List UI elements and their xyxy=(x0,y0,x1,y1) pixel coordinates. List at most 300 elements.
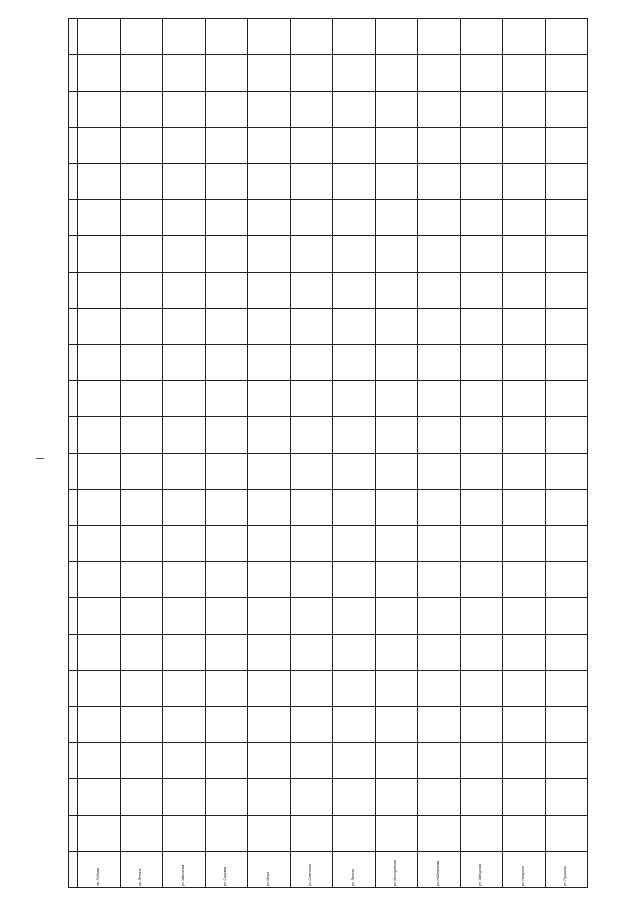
table-cell xyxy=(333,308,376,344)
table-cell xyxy=(460,743,503,779)
column-header xyxy=(69,91,78,127)
table-cell xyxy=(290,743,333,779)
table-cell xyxy=(460,19,503,55)
table-row xyxy=(78,19,121,888)
table-row xyxy=(120,19,163,888)
table-cell xyxy=(545,381,588,417)
table-cell xyxy=(120,272,163,308)
table-row xyxy=(375,19,418,888)
table-cell xyxy=(163,779,206,815)
table-cell xyxy=(290,815,333,851)
table-cell xyxy=(120,453,163,489)
table-row xyxy=(290,19,333,888)
column-header xyxy=(69,851,78,887)
table-cell xyxy=(375,670,418,706)
table-cell xyxy=(418,55,461,91)
table-cell xyxy=(418,272,461,308)
table-cell xyxy=(248,308,291,344)
table-cell xyxy=(460,634,503,670)
table-cell xyxy=(375,598,418,634)
table-cell xyxy=(503,634,546,670)
table-cell xyxy=(418,562,461,598)
table-cell xyxy=(375,127,418,163)
table-cell xyxy=(545,91,588,127)
table-cell xyxy=(163,815,206,851)
table-cell xyxy=(418,598,461,634)
column-header xyxy=(69,19,78,55)
row-label-cell: ул. Набережная xyxy=(418,851,461,887)
table-cell xyxy=(333,598,376,634)
table-cell xyxy=(205,670,248,706)
table-cell xyxy=(78,562,121,598)
table-cell xyxy=(545,453,588,489)
table-cell xyxy=(460,453,503,489)
table-cell xyxy=(248,706,291,742)
table-cell xyxy=(333,670,376,706)
table-cell xyxy=(418,344,461,380)
table-cell xyxy=(333,706,376,742)
table-cell xyxy=(333,489,376,525)
column-header xyxy=(69,163,78,199)
table-cell xyxy=(375,381,418,417)
table-cell xyxy=(545,19,588,55)
table-cell xyxy=(78,706,121,742)
table-cell xyxy=(290,779,333,815)
table-cell xyxy=(333,381,376,417)
table-cell xyxy=(205,344,248,380)
column-header xyxy=(69,706,78,742)
table-cell xyxy=(163,562,206,598)
column-header xyxy=(69,779,78,815)
table-cell xyxy=(545,525,588,561)
table-cell xyxy=(248,743,291,779)
table-cell xyxy=(248,525,291,561)
row-label-cell: ул. Молодёжная xyxy=(375,851,418,887)
table-cell xyxy=(545,163,588,199)
table-cell xyxy=(333,779,376,815)
table-cell xyxy=(78,163,121,199)
table-cell xyxy=(460,163,503,199)
table-cell xyxy=(460,489,503,525)
table-cell xyxy=(78,272,121,308)
table-cell xyxy=(460,91,503,127)
table-cell xyxy=(503,163,546,199)
table-cell xyxy=(163,127,206,163)
table-cell xyxy=(163,525,206,561)
table-cell xyxy=(503,453,546,489)
row-label-cell: пр. Ленина xyxy=(120,851,163,887)
table-cell xyxy=(503,236,546,272)
register-table xyxy=(68,18,588,888)
table-cell xyxy=(120,417,163,453)
table-cell xyxy=(460,55,503,91)
table-cell xyxy=(503,598,546,634)
table-cell xyxy=(460,272,503,308)
table-cell xyxy=(248,562,291,598)
table-cell xyxy=(375,19,418,55)
table-cell xyxy=(205,55,248,91)
table-cell xyxy=(248,634,291,670)
table-cell xyxy=(290,272,333,308)
table-row xyxy=(163,19,206,888)
table-cell xyxy=(78,670,121,706)
table-cell xyxy=(163,598,206,634)
table-cell xyxy=(290,453,333,489)
table-cell xyxy=(163,163,206,199)
table-cell xyxy=(460,706,503,742)
table-cell xyxy=(418,163,461,199)
table-cell xyxy=(205,308,248,344)
table-cell xyxy=(163,272,206,308)
column-header xyxy=(69,381,78,417)
table-cell xyxy=(78,815,121,851)
table-cell xyxy=(418,236,461,272)
table-cell xyxy=(205,562,248,598)
table-cell xyxy=(418,779,461,815)
table-cell xyxy=(120,634,163,670)
table-cell xyxy=(460,598,503,634)
table-cell xyxy=(120,163,163,199)
column-header xyxy=(69,489,78,525)
table-cell xyxy=(460,525,503,561)
table-cell xyxy=(248,55,291,91)
table-cell xyxy=(375,236,418,272)
table-cell xyxy=(375,308,418,344)
table-cell xyxy=(418,200,461,236)
table-cell xyxy=(205,815,248,851)
table-cell xyxy=(78,417,121,453)
table-cell xyxy=(333,55,376,91)
table-cell xyxy=(418,489,461,525)
table-cell xyxy=(290,598,333,634)
table-cell xyxy=(333,525,376,561)
table-cell xyxy=(120,55,163,91)
row-label-cell: ул. Садовая xyxy=(205,851,248,887)
table-cell xyxy=(163,706,206,742)
table-cell xyxy=(290,489,333,525)
table-cell xyxy=(205,272,248,308)
table-cell xyxy=(163,19,206,55)
table-cell xyxy=(418,634,461,670)
table-cell xyxy=(418,19,461,55)
table-cell xyxy=(163,55,206,91)
table-cell xyxy=(460,381,503,417)
table-cell xyxy=(503,489,546,525)
table-cell xyxy=(545,308,588,344)
row-label-cell: ул. Гагарина xyxy=(503,851,546,887)
table-cell xyxy=(78,381,121,417)
table-cell xyxy=(503,272,546,308)
column-header xyxy=(69,55,78,91)
table-cell xyxy=(205,598,248,634)
row-label-cell: ул. Лесная xyxy=(333,851,376,887)
table-cell xyxy=(78,236,121,272)
table-cell xyxy=(375,200,418,236)
table-row xyxy=(418,19,461,888)
table-cell xyxy=(503,815,546,851)
table-cell xyxy=(503,779,546,815)
table-cell xyxy=(460,815,503,851)
table-cell xyxy=(248,381,291,417)
rotated-table-area xyxy=(68,18,588,888)
table-cell xyxy=(248,598,291,634)
header-row xyxy=(69,19,78,888)
column-header xyxy=(69,815,78,851)
table-cell xyxy=(120,706,163,742)
table-cell xyxy=(545,272,588,308)
table-cell xyxy=(205,489,248,525)
table-cell xyxy=(120,743,163,779)
table-cell xyxy=(375,815,418,851)
table-cell xyxy=(248,163,291,199)
table-cell xyxy=(248,815,291,851)
table-cell xyxy=(290,381,333,417)
table-cell xyxy=(545,598,588,634)
column-header xyxy=(69,562,78,598)
table-cell xyxy=(460,779,503,815)
table-cell xyxy=(163,743,206,779)
table-cell xyxy=(503,706,546,742)
column-header xyxy=(69,634,78,670)
table-cell xyxy=(205,706,248,742)
table-cell xyxy=(375,55,418,91)
table-cell xyxy=(205,779,248,815)
table-cell xyxy=(545,417,588,453)
table-cell xyxy=(418,417,461,453)
table-cell xyxy=(163,200,206,236)
table-cell xyxy=(205,743,248,779)
table-cell xyxy=(545,55,588,91)
table-cell xyxy=(375,489,418,525)
column-header xyxy=(69,200,78,236)
table-cell xyxy=(248,91,291,127)
table-row xyxy=(205,19,248,888)
table-cell xyxy=(120,127,163,163)
table-cell xyxy=(545,815,588,851)
table-cell xyxy=(333,634,376,670)
table-cell xyxy=(163,453,206,489)
table-cell xyxy=(205,417,248,453)
column-header xyxy=(69,417,78,453)
table-cell xyxy=(205,634,248,670)
row-label-cell: ул. Мира xyxy=(248,851,291,887)
column-header xyxy=(69,272,78,308)
table-cell xyxy=(120,200,163,236)
margin-tick xyxy=(36,458,44,459)
table-cell xyxy=(78,598,121,634)
table-cell xyxy=(205,127,248,163)
table-cell xyxy=(460,236,503,272)
table-cell xyxy=(418,381,461,417)
table-cell xyxy=(290,525,333,561)
table-cell xyxy=(78,127,121,163)
table-cell xyxy=(78,779,121,815)
table-cell xyxy=(375,706,418,742)
table-cell xyxy=(163,417,206,453)
table-cell xyxy=(503,525,546,561)
table-cell xyxy=(78,308,121,344)
table-cell xyxy=(78,743,121,779)
table-cell xyxy=(290,91,333,127)
column-header xyxy=(69,236,78,272)
table-cell xyxy=(205,453,248,489)
table-cell xyxy=(460,344,503,380)
table-cell xyxy=(120,815,163,851)
table-cell xyxy=(375,453,418,489)
table-cell xyxy=(248,489,291,525)
table-cell xyxy=(248,200,291,236)
table-cell xyxy=(163,308,206,344)
table-cell xyxy=(545,489,588,525)
table-cell xyxy=(248,127,291,163)
table-cell xyxy=(503,670,546,706)
table-cell xyxy=(503,91,546,127)
table-cell xyxy=(503,127,546,163)
table-cell xyxy=(503,308,546,344)
rotated-sheet xyxy=(68,18,588,888)
column-header xyxy=(69,453,78,489)
table-cell xyxy=(375,272,418,308)
table-cell xyxy=(460,127,503,163)
row-label-cell: ул. Советская xyxy=(290,851,333,887)
table-row xyxy=(503,19,546,888)
table-cell xyxy=(248,453,291,489)
table-cell xyxy=(460,308,503,344)
table-cell xyxy=(375,417,418,453)
table-row xyxy=(333,19,376,888)
table-cell xyxy=(503,381,546,417)
column-header xyxy=(69,525,78,561)
table-cell xyxy=(418,453,461,489)
column-header xyxy=(69,344,78,380)
table-cell xyxy=(120,670,163,706)
table-cell xyxy=(120,562,163,598)
table-cell xyxy=(78,634,121,670)
table-cell xyxy=(205,91,248,127)
table-cell xyxy=(78,344,121,380)
table-cell xyxy=(163,489,206,525)
table-cell xyxy=(290,200,333,236)
column-header xyxy=(69,670,78,706)
table-cell xyxy=(375,779,418,815)
table-cell xyxy=(545,706,588,742)
table-cell xyxy=(205,381,248,417)
row-label-cell: ул. Школьная xyxy=(163,851,206,887)
table-cell xyxy=(290,634,333,670)
table-cell xyxy=(503,55,546,91)
table-cell xyxy=(248,272,291,308)
table-cell xyxy=(418,308,461,344)
table-body xyxy=(78,19,588,888)
table-cell xyxy=(78,525,121,561)
table-cell xyxy=(375,91,418,127)
table-cell xyxy=(248,344,291,380)
table-cell xyxy=(460,200,503,236)
table-cell xyxy=(418,743,461,779)
table-cell xyxy=(503,417,546,453)
table-cell xyxy=(503,344,546,380)
table-cell xyxy=(545,127,588,163)
table-cell xyxy=(333,91,376,127)
table-cell xyxy=(545,743,588,779)
table-cell xyxy=(120,525,163,561)
table-cell xyxy=(120,381,163,417)
table-cell xyxy=(545,670,588,706)
table-cell xyxy=(545,344,588,380)
table-cell xyxy=(248,236,291,272)
table-cell xyxy=(163,91,206,127)
table-cell xyxy=(205,525,248,561)
table-cell xyxy=(120,19,163,55)
column-header xyxy=(69,598,78,634)
table-cell xyxy=(418,127,461,163)
table-cell xyxy=(163,344,206,380)
table-cell xyxy=(290,127,333,163)
table-cell xyxy=(333,417,376,453)
table-cell xyxy=(333,562,376,598)
row-label-cell: пр. Победы xyxy=(78,851,121,887)
table-cell xyxy=(78,489,121,525)
table-row xyxy=(460,19,503,888)
table-cell xyxy=(120,489,163,525)
table-cell xyxy=(78,200,121,236)
table-cell xyxy=(78,91,121,127)
table-cell xyxy=(333,272,376,308)
table-cell xyxy=(545,236,588,272)
table-cell xyxy=(375,634,418,670)
table-row xyxy=(545,19,588,888)
table-cell xyxy=(503,743,546,779)
table-cell xyxy=(248,19,291,55)
table-cell xyxy=(78,453,121,489)
table-cell xyxy=(290,236,333,272)
table-cell xyxy=(205,19,248,55)
table-cell xyxy=(120,308,163,344)
table-cell xyxy=(418,525,461,561)
row-label-cell: ул. Пушкина xyxy=(545,851,588,887)
table-cell xyxy=(333,236,376,272)
table-cell xyxy=(205,163,248,199)
table-cell xyxy=(418,706,461,742)
table-cell xyxy=(163,670,206,706)
column-header xyxy=(69,127,78,163)
table-cell xyxy=(290,163,333,199)
table-cell xyxy=(290,344,333,380)
table-cell xyxy=(333,743,376,779)
table-cell xyxy=(205,200,248,236)
table-cell xyxy=(375,525,418,561)
table-cell xyxy=(545,562,588,598)
table-cell xyxy=(120,236,163,272)
table-cell xyxy=(163,634,206,670)
table-cell xyxy=(290,670,333,706)
table-cell xyxy=(333,19,376,55)
table-cell xyxy=(120,91,163,127)
table-cell xyxy=(418,815,461,851)
table-cell xyxy=(418,91,461,127)
table-cell xyxy=(248,779,291,815)
table-cell xyxy=(375,743,418,779)
table-cell xyxy=(545,779,588,815)
table-cell xyxy=(290,55,333,91)
table-cell xyxy=(333,163,376,199)
table-row xyxy=(248,19,291,888)
table-cell xyxy=(248,670,291,706)
table-cell xyxy=(120,344,163,380)
table-cell xyxy=(503,562,546,598)
table-cell xyxy=(460,417,503,453)
row-label-cell: ул. Заводская xyxy=(460,851,503,887)
